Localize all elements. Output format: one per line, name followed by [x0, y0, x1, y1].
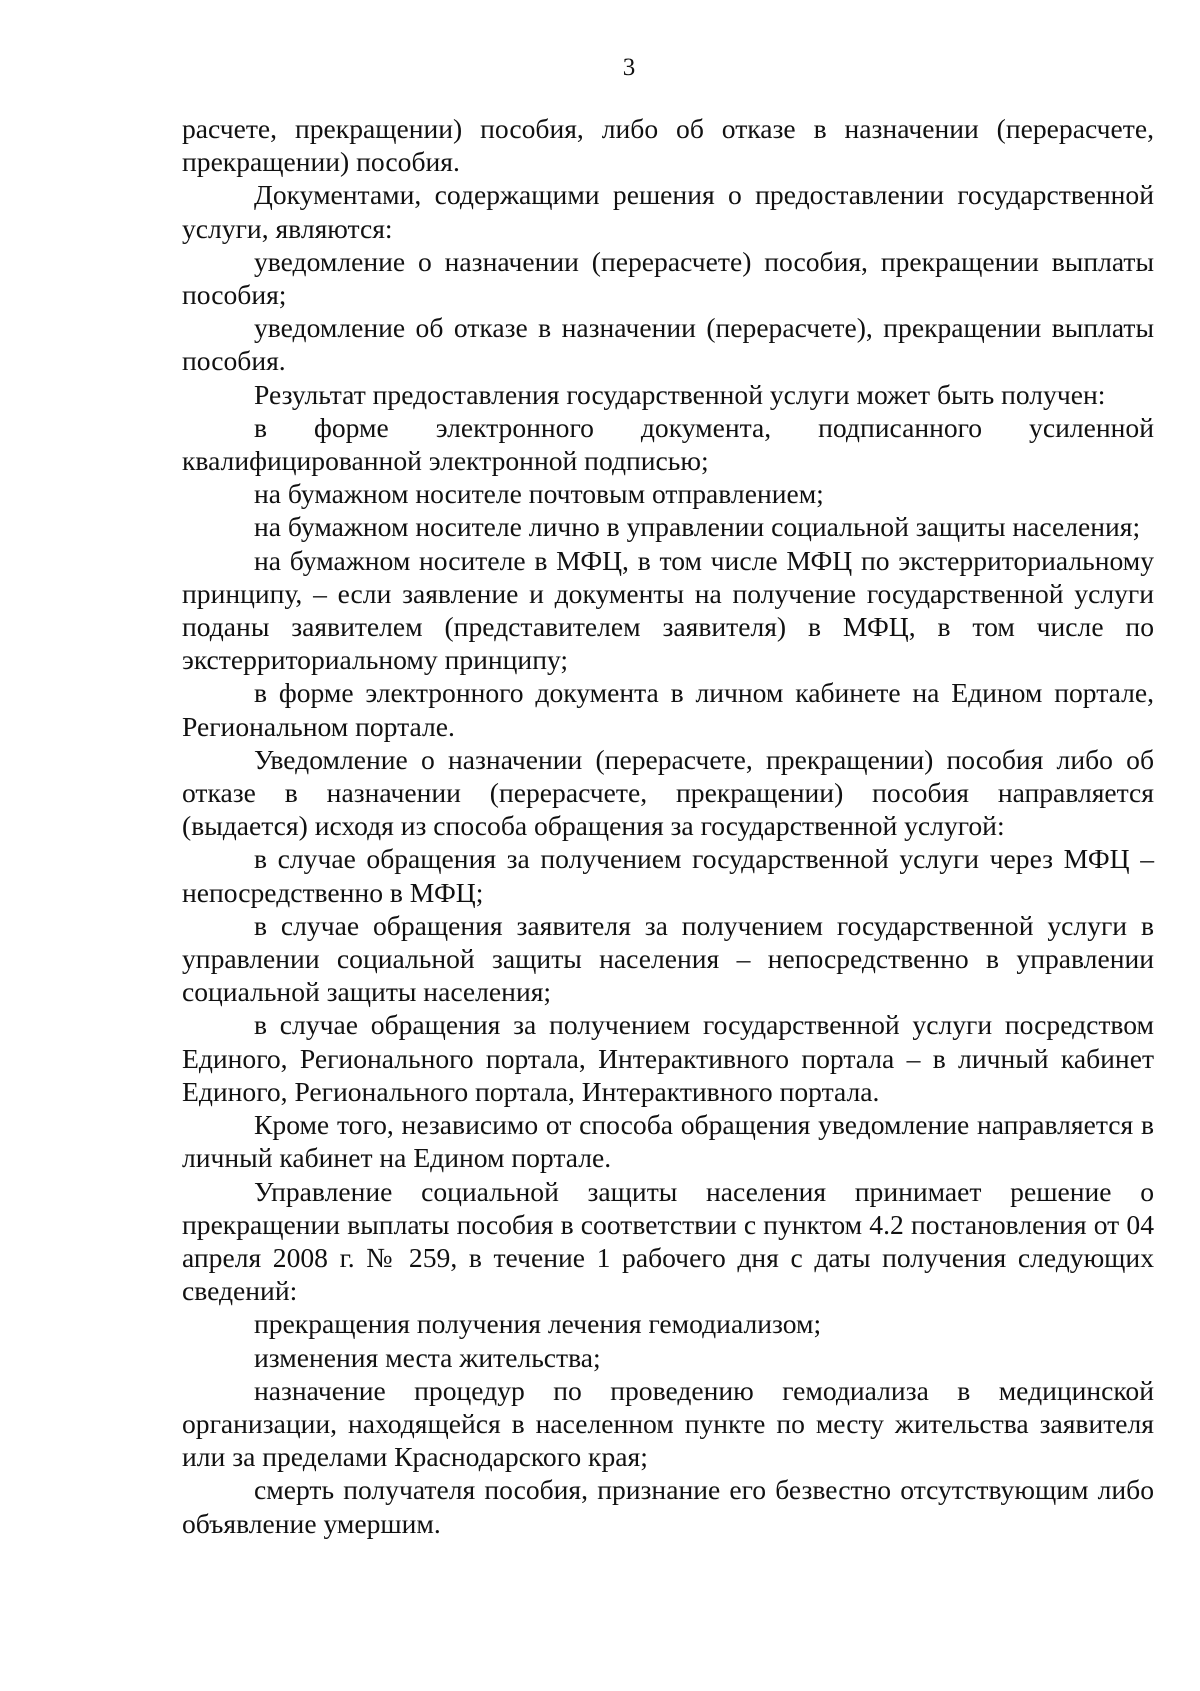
paragraph: расчете, прекращении) пособия, либо об отказе в назначении (перерасчете, прекращении) пособия.: [182, 113, 1154, 178]
paragraph: назначение процедур по проведению гемодиализа в медицинской организации, находящейся в населенном пункте по месту жительства заявителя или за пределами Краснодарского края;: [182, 1374, 1154, 1473]
paragraph: изменения места жительства;: [254, 1341, 601, 1373]
paragraph: прекращения получения лечения гемодиализом;: [254, 1308, 822, 1340]
paragraph: Кроме того, независимо от способа обращения уведомление направляется в личный кабинет на Едином портале.: [182, 1109, 1154, 1174]
paragraph: в форме электронного документа в личном кабинете на Едином портале, Региональном портале.: [182, 677, 1154, 742]
paragraph: в случае обращения за получением государственной услуги через МФЦ – непосредственно в МФЦ;: [182, 843, 1154, 908]
page-number: 3: [622, 54, 636, 81]
paragraph: уведомление о назначении (перерасчете) пособия, прекращении выплаты пособия;: [182, 245, 1154, 311]
paragraph: в случае обращения заявителя за получением государственной услуги в управлении социальной защиты населения – непосредственно в управлении социальной защиты населения;: [182, 909, 1154, 1008]
paragraph: на бумажном носителе в МФЦ, в том числе МФЦ по экстерриториальному принципу, – если заявление и документы на получение государственной услуги поданы заявителем (представителем заявителя) в МФЦ, в том числе по экстерриториальному принципу;: [182, 544, 1154, 676]
paragraph: Уведомление о назначении (перерасчете, прекращении) пособия либо об отказе в назначении (перерасчете, прекращении) пособия направляется (выдается) исходя из способа обращения за государственной услугой:: [182, 743, 1154, 842]
paragraph: Результат предоставления государственной услуги может быть получен:: [254, 378, 1106, 410]
paragraph: уведомление об отказе в назначении (перерасчете), прекращении выплаты пособия.: [182, 312, 1154, 377]
paragraph: в форме электронного документа, подписанного усиленной квалифицированной электронной подписью;: [182, 411, 1154, 477]
paragraph: смерть получателя пособия, признание его безвестно отсутствующим либо объявление умершим.: [182, 1474, 1154, 1539]
paragraph: Управление социальной защиты населения принимает решение о прекращении выплаты пособия в соответствии с пунктом 4.2 постановления от 04 апреля 2008 г. № 259, в течение 1 рабочего дня с даты получения следующих сведений:: [182, 1175, 1154, 1307]
paragraph: Документами, содержащими решения о предоставлении государственной услуги, являются:: [182, 179, 1154, 244]
document-body: [182, 112, 1154, 1540]
paragraph: на бумажном носителе почтовым отправлением;: [254, 478, 824, 510]
paragraph: в случае обращения за получением государственной услуги посредством Единого, Регионального портала, Интерактивного портала – в личный кабинет Единого, Регионального портала, Интерактивного портала.: [182, 1009, 1154, 1107]
paragraph: на бумажном носителе лично в управлении социальной защиты населения;: [254, 511, 1141, 543]
